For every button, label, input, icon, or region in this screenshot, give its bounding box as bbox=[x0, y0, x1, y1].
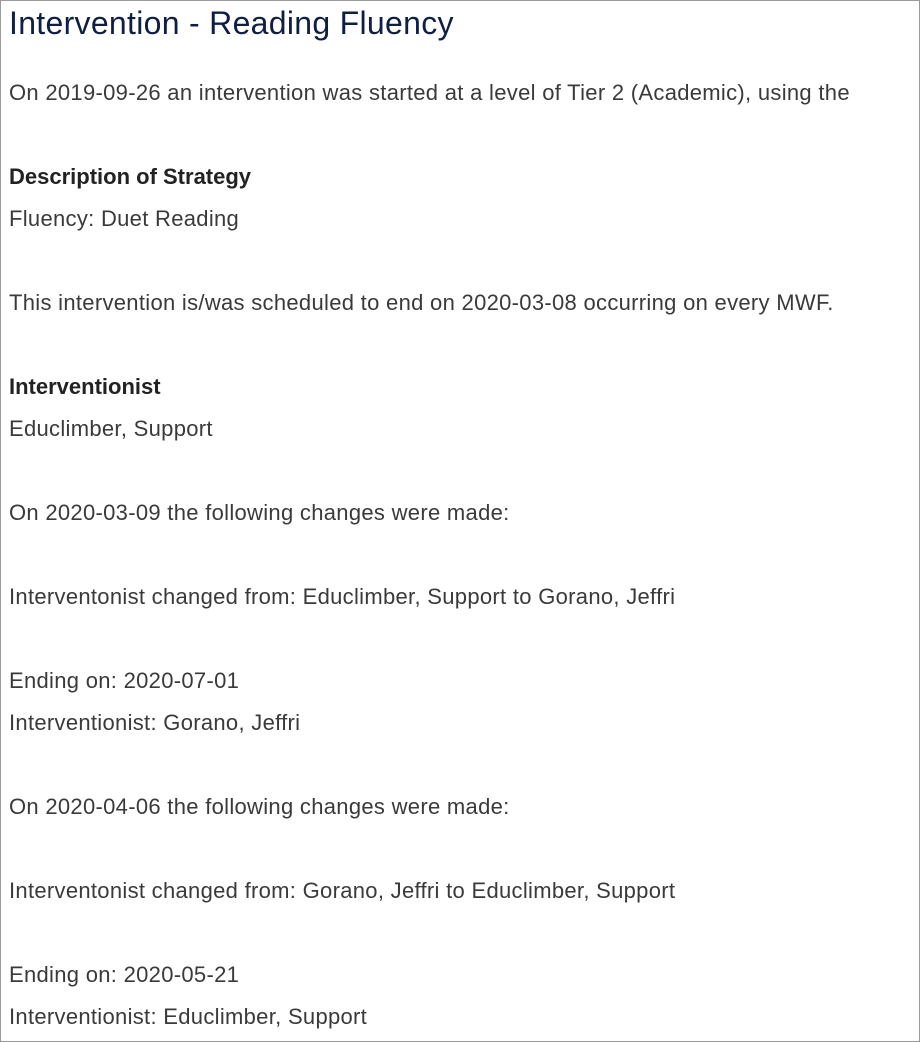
change-interventionist-1: Interventionist: Gorano, Jeffri bbox=[9, 710, 301, 735]
intro-text: On 2019-09-26 an intervention was started at a level of Tier 2 (Academic), using the bbox=[9, 80, 850, 105]
strategy-text: Fluency: Duet Reading bbox=[9, 206, 240, 231]
schedule-text: This intervention is/was scheduled to end on 2020-03-08 occurring on every MWF. bbox=[9, 290, 834, 315]
change-ending-2: Ending on: 2020-05-21 bbox=[9, 962, 240, 987]
interventionist-name: Educlimber, Support bbox=[9, 416, 213, 441]
change-ending-1: Ending on: 2020-07-01 bbox=[9, 668, 240, 693]
change-header-1: On 2020-03-09 the following changes were made: bbox=[9, 500, 510, 525]
change-detail-2: Interventonist changed from: Gorano, Jeffri to Educlimber, Support bbox=[9, 878, 676, 903]
page-title: Intervention - Reading Fluency bbox=[9, 5, 454, 41]
change-header-2: On 2020-04-06 the following changes were made: bbox=[9, 794, 510, 819]
strategy-heading: Description of Strategy bbox=[9, 164, 252, 189]
change-detail-1: Interventonist changed from: Educlimber, Support to Gorano, Jeffri bbox=[9, 584, 676, 609]
change-interventionist-2: Interventionist: Educlimber, Support bbox=[9, 1004, 368, 1029]
interventionist-heading: Interventionist bbox=[9, 374, 161, 399]
